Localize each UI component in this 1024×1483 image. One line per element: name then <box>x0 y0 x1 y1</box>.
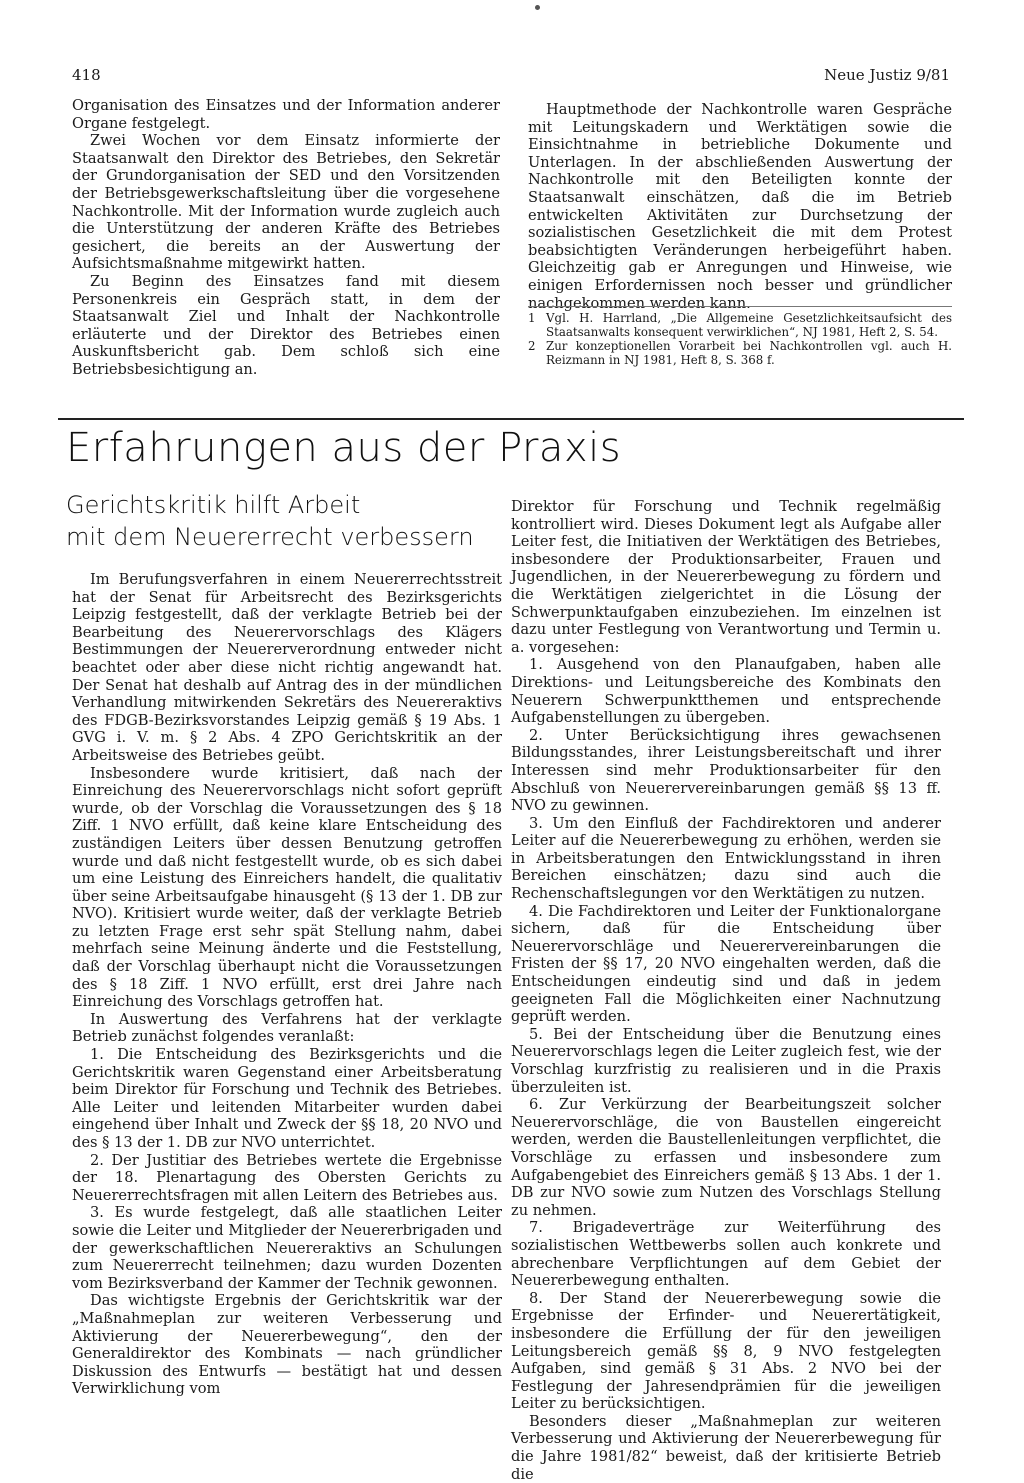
page-header <box>72 66 950 88</box>
top-right-column <box>528 101 952 312</box>
list-item: 2. Unter Berücksichtigung ihres gewachsenen Bildungsstandes, ihrer Leistungsbereitschaft und ihrer Interessen sind mehr Produktionsarbeiter für den Abschluß von Neuerervereinbarungen gemäß §§ 13 ff. NVO zu gewinnen. <box>511 726 941 815</box>
list-item: 7. Brigadeverträge zur Weiterführung des sozialistischen Wettbewerbs sollen auch konkrete und abrechenbare Verpflichtungen auf dem Gebiet der Neuererbewegung enthalten. <box>511 1219 941 1290</box>
paragraph: Direktor für Forschung und Technik regelmäßig kontrolliert wird. Dieses Dokument legt als Aufgabe aller Leiter fest, die Initiativen der Werktätigen des Betriebes, insbesondere der Produktionsarbeiter, Frauen und Jugendlichen, in der Neuererbewegung zu fördern und die Werktätigen zielgerichtet in die Lösung der Schwerpunktaufgaben einzubeziehen. Im einzelnen ist dazu unter Festlegung von Verantwortung und Termin u. a. vorgesehen: <box>511 498 941 656</box>
paragraph: Im Berufungsverfahren in einem Neuererrechtsstreit hat der Senat für Arbeitsrecht des Bezirksgerichts Leipzig festgestellt, daß der verklagte Betrieb bei der Bearbeitung des Neuerervorschlags des Klägers Bestimmungen der Neuererverordnung entweder nicht beachtet oder aber diese nicht richtig angewandt hat. Der Senat hat deshalb auf Antrag des in der mündlichen Verhandlung mitwirkenden Sekretärs des Neuereraktivs des FDGB-Bezirksvorstandes Leipzig gemäß § 19 Abs. 1 GVG i. V. m. § 2 Abs. 4 ZPO Gerichtskritik an der Arbeitsweise des Betriebes geübt. <box>72 571 502 764</box>
paragraph: Insbesondere wurde kritisiert, daß nach der Einreichung des Neuerervorschlags nicht sofort geprüft wurde, ob der Vorschlag die Voraussetzungen des § 18 Ziff. 1 NVO erfüllt, daß keine klare Entscheidung des zuständigen Leiters über dessen Benutzung getroffen wurde und daß nicht festgestellt wurde, ob es sich dabei um eine Leistung des Einreichers handelt, die qualitativ über seine Arbeitsaufgabe hinausgeht (§ 13 der 1. DB zur NVO). Kritisiert wurde weiter, daß der verklagte Betrieb zu letzten Frage erst sehr spät Stellung nahm, dabei mehrfach seine Meinung änderte und die Feststellung, daß der Vorschlag überhaupt nicht die Voraussetzungen des § 18 Ziff. 1 NVO erfüllt, erst drei Jahre nach Einreichung des Vorschlags getroffen hat. <box>72 764 502 1011</box>
article-title-line: mit dem Neuererrecht verbessern <box>66 523 474 551</box>
journal-issue: Neue Justiz 9/81 <box>824 66 950 84</box>
list-item: 2. Der Justitiar des Betriebes wertete die Ergebnisse der 18. Plenartagung des Obersten Gerichts zu Neuererrechtsfragen mit allen Leitern des Betriebes aus. <box>72 1151 502 1204</box>
print-speck <box>535 5 540 10</box>
section-divider <box>58 418 964 420</box>
article-right-column <box>511 498 941 1483</box>
footnotes <box>528 306 952 367</box>
section-title: Erfahrungen aus der Praxis <box>66 425 622 471</box>
list-item: 3. Um den Einfluß der Fachdirektoren und anderer Leiter auf die Neuererbewegung zu erhöhen, werden sie in Arbeitsberatungen den Entwicklungsstand in ihren Bereichen einschätzen; dazu sind auch die Rechenschaftslegungen vor den Werktätigen zu nutzen. <box>511 814 941 903</box>
list-item: 8. Der Stand der Neuererbewegung sowie die Ergebnisse der Erfinder- und Neuerertätigkeit, insbesondere die Erfüllung der für den jeweiligen Leitungsbereich gemäß §§ 8, 9 NVO festgelegten Aufgaben, sind gemäß § 31 Abs. 2 NVO bei der Festlegung der Jahresendprämien für die jeweiligen Leiter zu berücksichtigen. <box>511 1289 941 1413</box>
paragraph: Zwei Wochen vor dem Einsatz informierte der Staatsanwalt den Direktor des Betriebes, den Sekretär der Grundorganisation der SED und den Vorsitzenden der Betriebsgewerkschaftsleitung über die vorgesehene Nachkontrolle. Mit der Information wurde zugleich auch die Unterstützung der anderen Kräfte des Betriebes gesichert, die bereits an der Auswertung der Aufsichtsmaßnahme mitgewirkt hatten. <box>72 132 500 273</box>
footnote <box>528 311 952 339</box>
article-title-line: Gerichtskritik hilft Arbeit <box>66 491 361 519</box>
footnote-text: Zur konzeptionellen Vorarbeit bei Nachkontrollen vgl. auch H. Reizmann in NJ 1981, Heft 8, S. 368 f. <box>546 339 952 367</box>
article-left-column <box>72 571 502 1398</box>
footnote <box>528 339 952 367</box>
list-item: 1. Ausgehend von den Planaufgaben, haben alle Direktions- und Leitungsbereiche des Kombinats den Neuerern Schwerpunktthemen und entsprechende Aufgabenstellungen zu übergeben. <box>511 656 941 727</box>
list-item: 1. Die Entscheidung des Bezirksgerichts und die Gerichtskritik waren Gegenstand einer Arbeitsberatung beim Direktor für Forschung und Technik des Betriebes. Alle Leiter und leitenden Mitarbeiter wurden dabei eingehend über Inhalt und Zweck der §§ 18, 20 NVO und des § 13 der 1. DB zur NVO unterrichtet. <box>72 1046 502 1151</box>
paragraph: Hauptmethode der Nachkontrolle waren Gespräche mit Leitungskadern und Werktätigen sowie die Einsichtnahme in betriebliche Dokumente und Unterlagen. In der abschließenden Auswertung der Nachkontrolle mit den Beteiligten konnte der Staatsanwalt einschätzen, daß die im Betrieb entwickelten Aktivitäten zur Durchsetzung der sozialistischen Gesetzlichkeit die mit dem Protest beabsichtigten Veränderungen herbeigeführt haben. Gleichzeitig gab er Anregungen und Hinweise, wie einigen Erfordernissen noch besser und gründlicher nachgekommen werden kann. <box>528 101 952 312</box>
paragraph: In Auswertung des Verfahrens hat der verklagte Betrieb zunächst folgendes veranlaßt: <box>72 1010 502 1046</box>
paragraph: Organisation des Einsatzes und der Information anderer Organe festgelegt. <box>72 97 500 132</box>
footnote-number: 1 <box>528 311 536 325</box>
paragraph: Besonders dieser „Maßnahmeplan zur weiteren Verbesserung und Aktivierung der Neuererbewegung für die Jahre 1981/82“ beweist, daß der kritisierte Betrieb die <box>511 1412 941 1483</box>
paragraph: Das wichtigste Ergebnis der Gerichtskritik war der „Maßnahmeplan zur weiteren Verbesserung und Aktivierung der Neuererbewegung“, den der Generaldirektor des Kombinats — nach gründlicher Diskussion des Entwurfs — bestätigt hat und dessen Verwirklichung vom <box>72 1292 502 1398</box>
article-title <box>66 489 506 553</box>
list-item: 5. Bei der Entscheidung über die Benutzung eines Neuerervorschlags legen die Leiter zugleich fest, wie der Vorschlag kurzfristig zu realisieren und in die Praxis überzuleiten ist. <box>511 1025 941 1096</box>
paragraph: Zu Beginn des Einsatzes fand mit diesem Personenkreis ein Gespräch statt, in dem der Staatsanwalt Ziel und Inhalt der Nachkontrolle erläuterte und der Direktor des Betriebes einen Auskunftsbericht gab. Dem schloß sich eine Betriebsbesichtigung an. <box>72 272 500 378</box>
footnote-text: Vgl. H. Harrland, „Die Allgemeine Gesetzlichkeitsaufsicht des Staatsanwalts konsequent verwirklichen“, NJ 1981, Heft 2, S. 54. <box>546 311 952 339</box>
top-left-column <box>72 97 500 379</box>
list-item: 6. Zur Verkürzung der Bearbeitungszeit solcher Neuerervorschläge, die von Baustellen eingereicht werden, werden die Baustellenleitungen verpflichtet, die Vorschläge zu erfassen und insbesondere zum Aufgabengebiet des Einreichers gemäß § 13 Abs. 1 der 1. DB zur NVO sowie zum Nutzen des Vorschlags Stellung zu nehmen. <box>511 1096 941 1219</box>
list-item: 4. Die Fachdirektoren und Leiter der Funktionalorgane sichern, daß für die Entscheidung über Neuerervorschläge und Neuerervereinbarungen die Fristen der §§ 17, 20 NVO eingehalten werden, daß die Entscheidungen eindeutig sind und daß in jedem geeigneten Fall die Möglichkeiten einer Nachnutzung geprüft werden. <box>511 902 941 1026</box>
page-number: 418 <box>72 66 101 84</box>
list-item: 3. Es wurde festgelegt, daß alle staatlichen Leiter sowie die Leiter und Mitglieder der Neuererbrigaden und der gewerkschaftlichen Neuereraktivs an Schulungen zum Neuererrecht teilnehmen; dazu wurden Dozenten vom Bezirksverband der Kammer der Technik gewonnen. <box>72 1204 502 1292</box>
footnote-number: 2 <box>528 339 536 353</box>
